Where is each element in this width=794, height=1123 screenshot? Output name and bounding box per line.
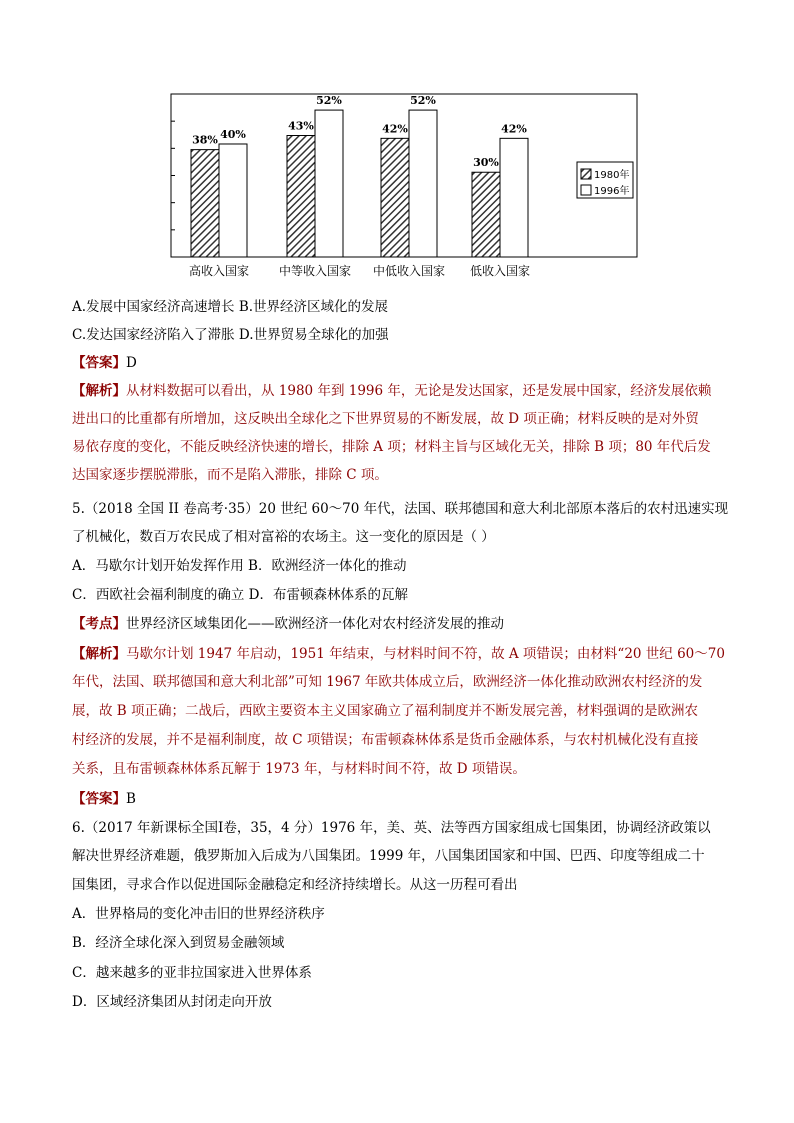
text-line [72,614,732,634]
data-label: 43% [288,119,314,133]
line-text: 马歇尔计划 1947 年启动，1951 年结束，与材料时间不符，故 A 项错误；由材料“20 世纪 60～70 [126,646,725,662]
text-line [72,437,732,457]
line-text: 易依存度的变化，不能反映经济快速的增长，排除 A 项；材料主旨与区域化无关，排除 B 项；80 年代后发 [72,439,711,455]
text-line [72,527,732,547]
data-label: 42% [501,122,527,136]
legend-label: 1980年 [594,170,630,181]
bar-s1 [381,138,409,257]
bar-s2 [409,110,437,257]
line-text: A.发展中国家经济高速增长 B.世界经济区域化的发展 [72,299,389,315]
text-line [72,465,732,485]
text-line [72,672,732,692]
line-text: B [126,791,136,807]
text-line [72,992,732,1012]
data-label: 40% [220,127,246,141]
legend-swatch [581,169,591,179]
text-line [72,297,732,317]
text-line [72,325,732,345]
line-text: C.发达国家经济陷入了滞胀 D.世界贸易全球化的加强 [72,327,389,343]
data-label: 30% [473,156,499,170]
bar-s2 [500,138,528,257]
line-text: 5.（2018 全国 II 卷高考·35）20 世纪 60～70 年代，法国、联邦德国和意大利北部原本落后的农村迅速实现 [72,501,729,517]
text-line [72,730,732,750]
data-label: 38% [192,133,218,147]
x-tick-label: 低收入国家 [469,264,531,278]
text-line [72,904,732,924]
text-line [72,381,732,401]
data-label: 42% [382,122,408,136]
legend-swatch [581,185,591,195]
line-text: D．区域经济集团从封闭走向开放 [72,994,272,1010]
line-text: B．经济全球化深入到贸易金融领域 [72,935,285,951]
data-label: 52% [410,94,436,108]
text-line [72,409,732,429]
line-text: C．越来越多的亚非拉国家进入世界体系 [72,965,312,981]
bar-s1 [472,172,500,257]
text-line [72,499,732,519]
bar-chart [165,92,645,287]
line-text: 年代，法国、联邦德国和意大利北部”可知 1967 年欧共体成立后，欧洲经济一体化推动欧洲农村经济的发 [72,674,703,690]
section-tag: 【解析】 [72,383,126,399]
line-text: 6.（2017 年新课标全国Ⅰ卷，35，4 分）1976 年，美、英、法等西方国家组成七国集团，协调经济政策以 [72,820,711,836]
line-text: 国集团，寻求合作以促进国际金融稳定和经济持续增长。从这一历程可看出 [72,877,518,893]
line-text: C．西欧社会福利制度的确立 D．布雷顿森林体系的瓦解 [72,587,408,603]
text-line [72,818,732,838]
text-line [72,875,732,895]
legend-label: 1996年 [594,186,630,197]
line-text: 村经济的发展，并不是福利制度，故 C 项错误；布雷顿森林体系是货币金融体系，与农村机械化没有直接 [72,732,699,748]
line-text: 关系，且布雷顿森林体系瓦解于 1973 年，与材料时间不符，故 D 项错误。 [72,761,526,777]
section-tag: 【答案】 [72,791,126,807]
line-text: 进出口的比重都有所增加，这反映出全球化之下世界贸易的不断发展，故 D 项正确；材料反映的是对外贸 [72,411,699,427]
line-text: 解决世界经济难题，俄罗斯加入后成为八国集团。1999 年，八国集团国家和中国、巴西、印度等组成二十 [72,848,705,864]
section-tag: 【解析】 [72,646,126,662]
text-line [72,556,732,576]
line-text: 世界经济区域集团化——欧洲经济一体化对农村经济发展的推动 [126,616,504,632]
line-text: 了机械化，数百万农民成了相对富裕的农场主。这一变化的原因是（ ） [72,529,495,545]
text-line [72,759,732,779]
line-text: 达国家逐步摆脱滞胀，而不是陷入滞胀，排除 C 项。 [72,467,388,483]
text-line [72,644,732,664]
line-text: 从材料数据可以看出，从 1980 年到 1996 年，无论是发达国家，还是发展中国家，经济发展依赖 [126,383,712,399]
section-tag: 【考点】 [72,616,126,632]
x-tick-label: 中等收入国家 [278,264,352,278]
text-line [72,963,732,983]
text-line [72,585,732,605]
data-label: 52% [316,94,342,108]
text-line [72,701,732,721]
line-text: A．世界格局的变化冲击旧的世界经济秩序 [72,906,325,922]
text-line [72,789,732,809]
x-tick-label: 中低收入国家 [372,264,446,278]
x-tick-label: 高收入国家 [188,264,250,278]
bar-s2 [315,110,343,257]
bar-s1 [287,136,315,257]
line-text: D [126,355,137,371]
section-tag: 【答案】 [72,355,126,371]
text-line [72,846,732,866]
text-line [72,353,732,373]
line-text: 展，故 B 项正确；二战后，西欧主要资本主义国家确立了福利制度并不断发展完善，材料强调的是欧洲农 [72,703,699,719]
text-line [72,933,732,953]
bar-s1 [191,150,219,257]
line-text: A．马歇尔计划开始发挥作用 B．欧洲经济一体化的推动 [72,558,407,574]
bar-s2 [219,144,247,257]
